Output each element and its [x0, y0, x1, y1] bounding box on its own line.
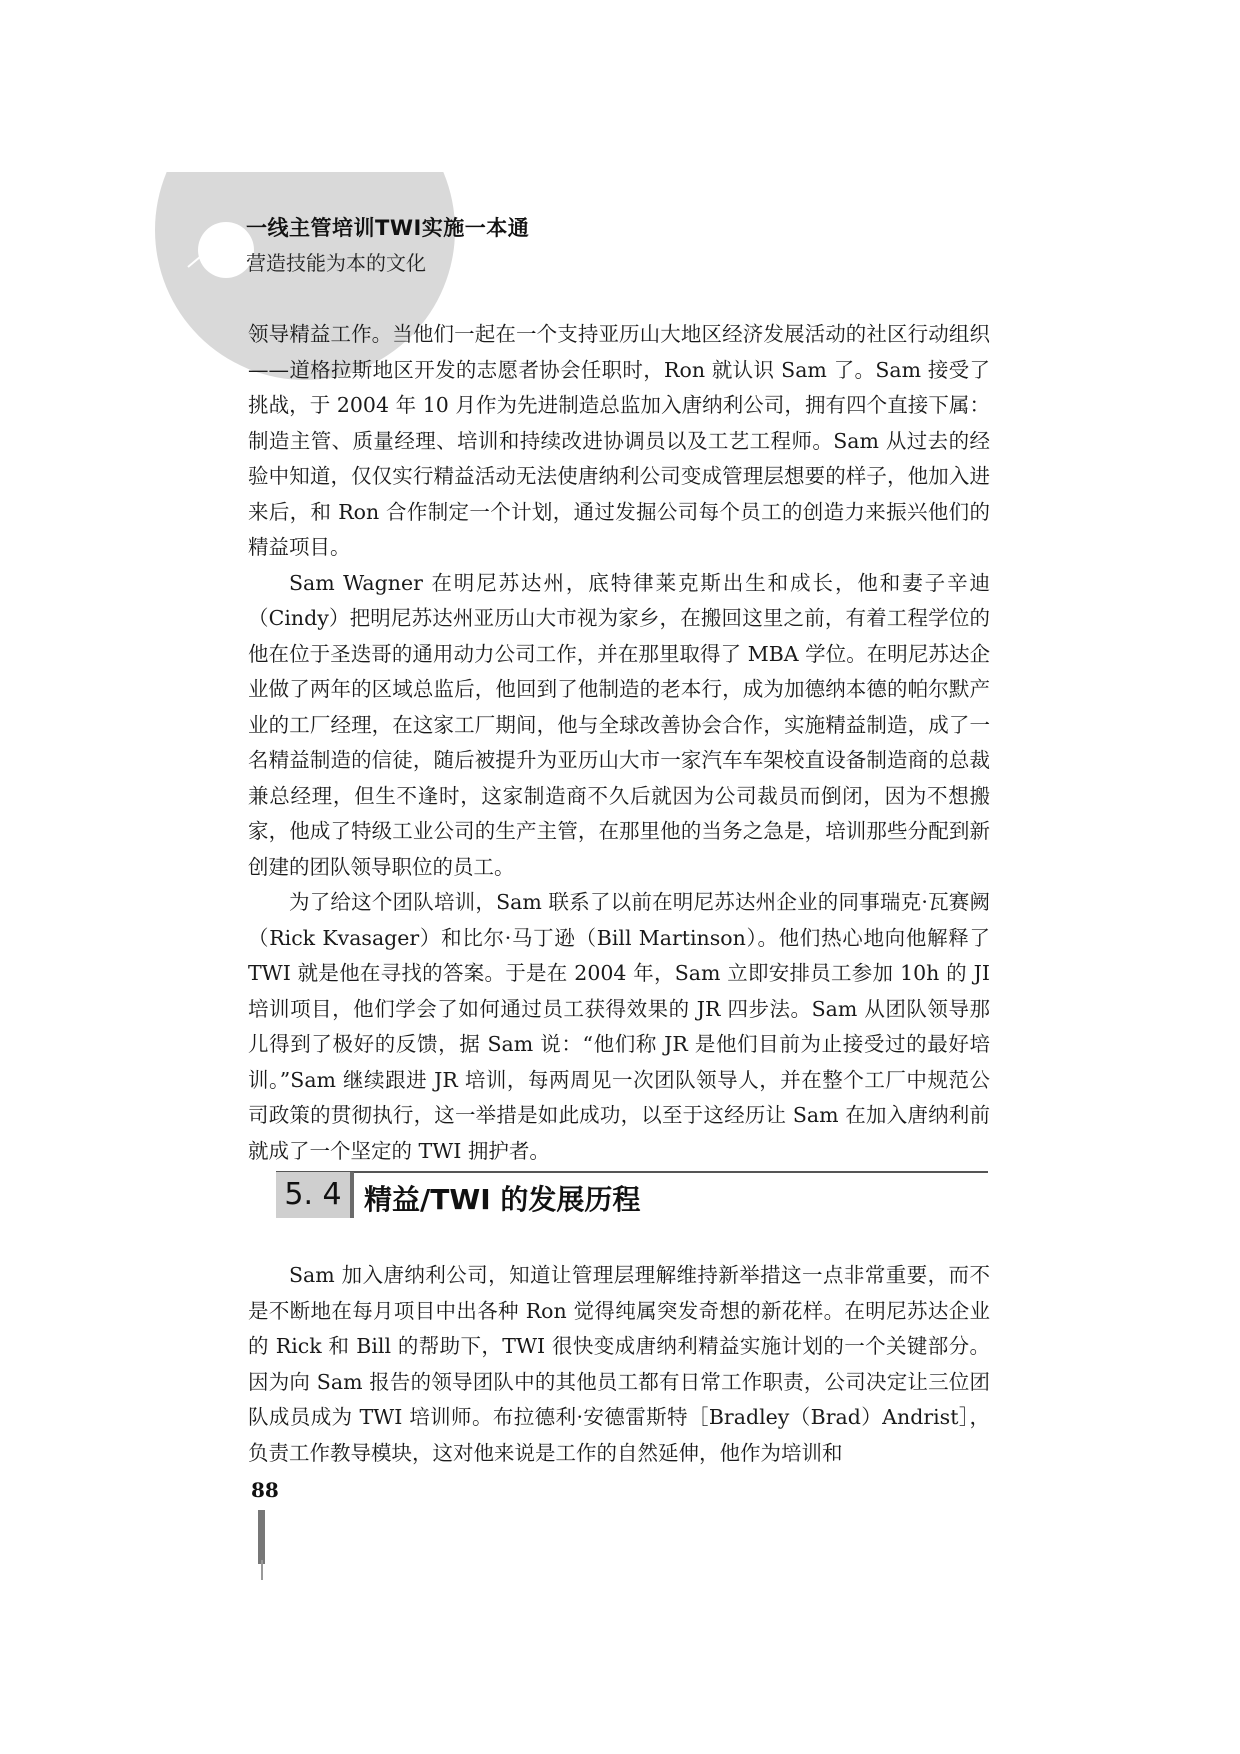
paragraph: 领导精益工作。当他们一起在一个支持亚历山大地区经济发展活动的社区行动组织——道格拉斯地区开发的志愿者协会任职时，Ron 就认识 Sam 了。Sam 接受了挑战，于 2004 年 10 月作为先进制造总监加入唐纳利公司，拥有四个直接下属：制造主管、质量经理、培训和持续改进协调员以及工艺工程师。Sam 从过去的经验中知道，仅仅实行精益活动无法使唐纳利公司变成管理层想要的样子，他加入进来后，和 Ron 合作制定一个计划，通过发掘公司每个员工的创造力来振兴他们的精益项目。	[248, 322, 990, 559]
body-text-before-section	[248, 317, 990, 1169]
paragraph: 为了给这个团队培训，Sam 联系了以前在明尼苏达州企业的同事瑞克·瓦赛阙（Rick Kvasager）和比尔·马丁逊（Bill Martinson）。他们热心地向他解释了 TWI 就是他在寻找的答案。于是在 2004 年，Sam 立即安排员工参加 10h 的 JI 培训项目，他们学会了如何通过员工获得效果的 JR 四步法。Sam 从团队领导那儿得到了极好的反馈，据 Sam 说：“他们称 JR 是他们目前为止接受过的最好培训。”Sam 继续跟进 JR 培训，每两周见一次团队领导人，并在整个工厂中规范公司政策的贯彻执行，这一举措是如此成功，以至于这经历让 Sam 在加入唐纳利前就成了一个坚定的 TWI 拥护者。	[248, 890, 990, 1163]
section-title: 精益/TWI 的发展历程	[364, 1183, 641, 1216]
page-number-line-decoration	[261, 1560, 263, 1580]
page-number-bar-decoration	[258, 1510, 265, 1564]
body-text-after-section	[248, 1258, 990, 1471]
section-heading-rule	[276, 1171, 988, 1173]
running-header-subtitle: 营造技能为本的文化	[246, 251, 426, 275]
paragraph: Sam 加入唐纳利公司，知道让管理层理解维持新举措这一点非常重要，而不是不断地在每月项目中出各种 Ron 觉得纯属突发奇想的新花样。在明尼苏达企业的 Rick 和 Bill 的帮助下，TWI 很快变成唐纳利精益实施计划的一个关键部分。因为向 Sam 报告的领导团队中的其他员工都有日常工作职责，公司决定让三位团队成员成为 TWI 培训师。布拉德利·安德雷斯特［Bradley（Brad）Andrist］，负责工作教导模块，这对他来说是工作的自然延伸，他作为培训和	[248, 1263, 990, 1465]
section-number: 5. 4	[276, 1172, 354, 1218]
running-header-book-title: 一线主管培训TWI实施一本通	[246, 216, 530, 240]
page-number: 88	[251, 1478, 279, 1502]
paragraph: Sam Wagner 在明尼苏达州，底特律莱克斯出生和成长，他和妻子辛迪（Cindy）把明尼苏达州亚历山大市视为家乡，在搬回这里之前，有着工程学位的他在位于圣迭哥的通用动力公司工作，并在那里取得了 MBA 学位。在明尼苏达企业做了两年的区域总监后，他回到了他制造的老本行，成为加德纳本德的帕尔默产业的工厂经理，在这家工厂期间，他与全球改善协会合作，实施精益制造，成了一名精益制造的信徒，随后被提升为亚历山大市一家汽车车架校直设备制造商的总裁兼总经理，但生不逢时，这家制造商不久后就因为公司裁员而倒闭，因为不想搬家，他成了特级工业公司的生产主管，在那里他的当务之急是，培训那些分配到新创建的团队领导职位的员工。	[248, 570, 990, 879]
